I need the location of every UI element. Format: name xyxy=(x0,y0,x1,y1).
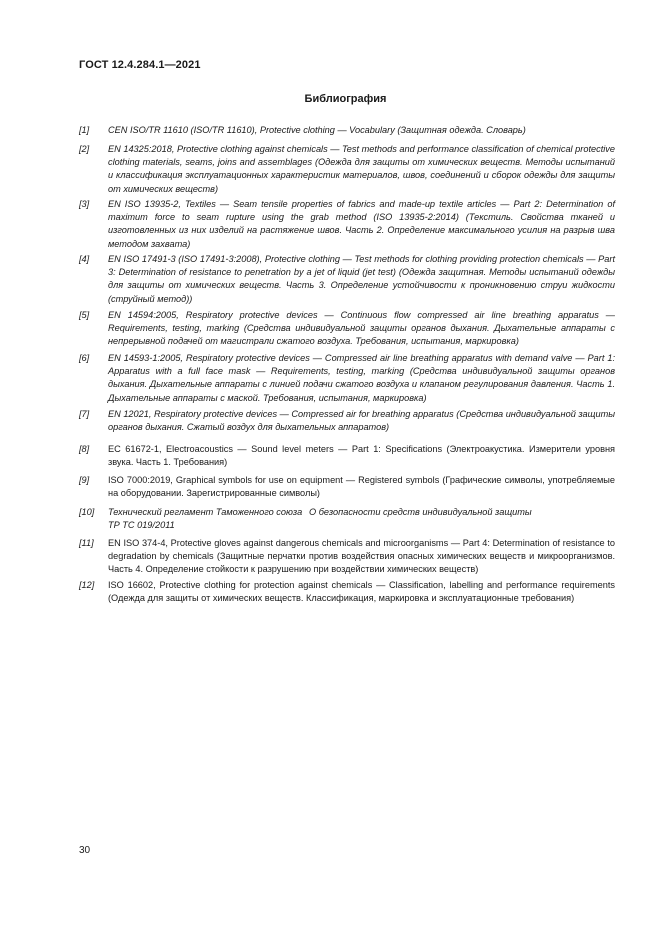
entry-number: [2] xyxy=(79,144,90,154)
entry-number: [1] xyxy=(79,125,90,135)
entry-number: [3] xyxy=(79,199,90,209)
entry-number: [12] xyxy=(79,580,95,590)
page-number: 30 xyxy=(79,845,91,856)
entry-text: EC 61672-1, Electroacoustics — Sound level meters — Part 1: Specifications (Электроакустика. Измерители уровня звука. Часть 1. Требования) xyxy=(108,444,615,468)
entry-text: EN ISO 374-4, Protective gloves against dangerous chemicals and microorganisms — Part 4: Determination of resistance to degradation by chemicals (Защитные перчатки против воздействия опасных химических веществ и микроорганизмов. Часть 4. Определение стойкости к разрушению при воздействии химических веществ) xyxy=(108,538,615,575)
entry-text: CEN ISO/TR 11610 (ISO/TR 11610), Protective clothing — Vocabulary (Защитная одежда. Словарь) xyxy=(108,125,526,135)
entry-text: EN 14325:2018, Protective clothing against chemicals — Test methods and performance classification of chemical protective clothing materials, seams, joins and assemblages (Одежда для защиты от химических веществ. Методы испытаний и классификация эксплуатационных характеристик материалов, швов, соединений и сборок одежды для защиты от химических веществ) xyxy=(108,144,615,194)
entry-number: [11] xyxy=(79,538,94,548)
entry-text: EN 14594:2005, Respiratory protective devices — Continuous flow compressed air line breathing apparatus — Requirements, testing, marking (Средства индивидуальной защиты органов дыхания. Дыхательные аппараты с непрерывной подачей от магистрали сжатого воздуха. Требования, испытания, маркировка) xyxy=(108,310,615,347)
entry-text: EN 12021, Respiratory protective devices — Compressed air for breathing apparatus (Средства индивидуальной защиты органов дыхания. Сжатый воздух для дыхательных аппаратов) xyxy=(108,409,615,433)
entry-number: [8] xyxy=(79,444,90,454)
entry-number: [7] xyxy=(79,409,90,419)
entry-text: ISO 16602, Protective clothing for protection against chemicals — Classification, labelling and performance requirements (Одежда для защиты от химических веществ. Классификация, маркировка и эксплуатационные требования) xyxy=(108,580,615,604)
entry-number: [9] xyxy=(79,475,90,485)
entry-text: EN 14593-1:2005, Respiratory protective devices — Compressed air line breathing apparatus with demand valve — Part 1: Apparatus with a full face mask — Requirements, testing, marking (Средства индивидуальной защиты органов дыхания. Дыхательные аппараты с линией подачи сжатого воздуха и клапаном регулирования давления. Часть 1. Дыхательные аппараты с маской. Требования, испытания, маркировка) xyxy=(108,353,615,403)
entry-number: [6] xyxy=(79,353,90,363)
entry-text: EN ISO 13935-2, Textiles — Seam tensile properties of fabrics and made-up textile articles — Part 2: Determination of maximum force to seam rupture using the grab method (ISO 13935-2:2014) (Текстиль. Свойства тканей и изготовленных из них изделий на растяжение швов. Часть 2. Определение максимального усилия на разрыв шва методом захвата) xyxy=(108,199,615,249)
entry-text: EN ISO 17491-3 (ISO 17491-3:2008), Protective clothing — Test methods for clothing providing protection chemicals — Part 3: Determination of resistance to penetration by a jet of liquid (jet test) (Одежда защитная. Методы испытаний одежды для защиты от химических веществ. Часть 3. Определение устойчивости к проникновению струи жидкости (струйный метод)) xyxy=(108,254,615,304)
page-title: Библиография xyxy=(304,93,387,105)
entry-number: [5] xyxy=(79,310,90,320)
regulation-name: Технический регламент Таможенного союза ТР ТС 019/2011 xyxy=(108,507,303,531)
entry-number: [10] xyxy=(79,507,95,517)
entry-text: ISO 7000:2019, Graphical symbols for use on equipment — Registered symbols (Графические символы, употребляемые на оборудовании. Зарегистрированные символы) xyxy=(108,475,615,499)
entry-number: [4] xyxy=(79,254,90,264)
regulation-title: О безопасности средств индивидуальной защиты xyxy=(309,507,532,517)
standard-header: ГОСТ 12.4.284.1—2021 xyxy=(79,59,201,71)
